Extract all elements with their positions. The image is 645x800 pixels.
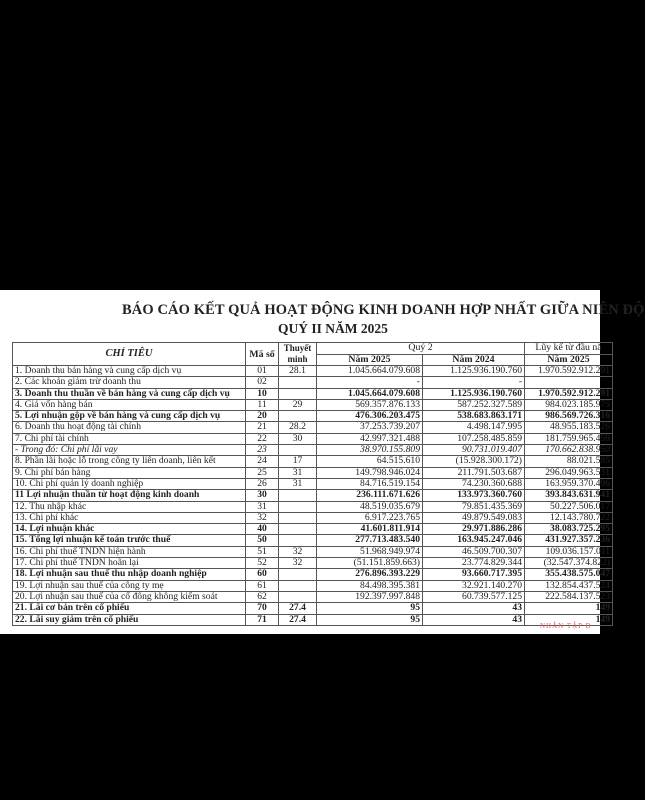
row-q2-2025: 192.397.997.848 — [317, 591, 423, 602]
row-q2-2025: 1.045.664.079.608 — [317, 366, 423, 377]
row-ytd-2025: 1.970.592.912.291 — [525, 388, 613, 399]
row-ytd-2025: 393.843.631.941 — [525, 490, 613, 501]
row-label: 21. Lãi cơ bản trên cổ phiếu — [13, 603, 246, 614]
row-label: 18. Lợi nhuận sau thuế thu nhập doanh nghiệp — [13, 569, 246, 580]
row-code: 31 — [246, 501, 279, 512]
row-code: 20 — [246, 411, 279, 422]
row-q2-2025: 41.601.811.914 — [317, 524, 423, 535]
row-q2-2024: 1.125.936.190.760 — [423, 388, 525, 399]
row-q2-2024: 211.791.503.687 — [423, 467, 525, 478]
row-ytd-2025: 355.438.575.047 — [525, 569, 613, 580]
row-q2-2025: 236.111.671.626 — [317, 490, 423, 501]
row-code: 32 — [246, 512, 279, 523]
row-ytd-2025: 88.021.585 — [525, 456, 613, 467]
row-q2-2024: 538.683.863.171 — [423, 411, 525, 422]
row-q2-2024: 79.851.435.369 — [423, 501, 525, 512]
row-note — [279, 512, 317, 523]
row-note — [279, 388, 317, 399]
row-label: 4. Giá vốn hàng bán — [13, 399, 246, 410]
row-q2-2025: - — [317, 377, 423, 388]
row-ytd-2025: 149 — [525, 614, 613, 625]
row-note — [279, 569, 317, 580]
row-q2-2025: 277.713.483.540 — [317, 535, 423, 546]
table-row — [13, 433, 613, 444]
row-code: 61 — [246, 580, 279, 591]
row-ytd-2025: 149 — [525, 603, 613, 614]
row-label: 20. Lợi nhuận sau thuế của cổ đông không kiểm soát — [13, 591, 246, 602]
table-row — [13, 456, 613, 467]
row-ytd-2025: (32.547.374.822) — [525, 558, 613, 569]
header-nam-2025: Năm 2025 — [317, 354, 423, 366]
report-title: BÁO CÁO KẾT QUẢ HOẠT ĐỘNG KINH DOANH HỢP NHẤT GIỮA NIÊN ĐỘ — [122, 302, 645, 318]
row-note — [279, 445, 317, 456]
row-ytd-2025 — [525, 377, 613, 388]
row-code: 11 — [246, 399, 279, 410]
table-row — [13, 603, 613, 614]
row-code: 70 — [246, 603, 279, 614]
table-header-row — [13, 343, 613, 355]
table-row — [13, 377, 613, 388]
header-luy-ke: Lũy kế từ đầu nă — [525, 343, 613, 355]
table-row — [13, 524, 613, 535]
row-q2-2024: 107.258.485.859 — [423, 433, 525, 444]
row-q2-2024: 1.125.936.190.760 — [423, 366, 525, 377]
header-nam-2024: Năm 2024 — [423, 354, 525, 366]
row-q2-2025: 84.716.519.154 — [317, 478, 423, 489]
row-label: 11 Lợi nhuận thuần từ hoạt động kinh doanh — [13, 490, 246, 501]
table-row — [13, 467, 613, 478]
row-code: 71 — [246, 614, 279, 625]
row-ytd-2025: 181.759.965.459 — [525, 433, 613, 444]
row-label: 19. Lợi nhuận sau thuế của công ty mẹ — [13, 580, 246, 591]
table-row — [13, 591, 613, 602]
table-row — [13, 558, 613, 569]
row-ytd-2025: 431.927.357.236 — [525, 535, 613, 546]
row-q2-2025: 37.253.739.207 — [317, 422, 423, 433]
row-label: 17. Chi phí thuế TNDN hoãn lại — [13, 558, 246, 569]
row-ytd-2025: 48.955.183.526 — [525, 422, 613, 433]
row-q2-2025: 476.306.203.475 — [317, 411, 423, 422]
row-label: 16. Chi phí thuế TNDN hiện hành — [13, 546, 246, 557]
row-code: 21 — [246, 422, 279, 433]
row-code: 51 — [246, 546, 279, 557]
row-code: 40 — [246, 524, 279, 535]
row-q2-2025: 84.498.395.381 — [317, 580, 423, 591]
row-note — [279, 411, 317, 422]
row-ytd-2025: 222.584.137.523 — [525, 591, 613, 602]
row-note: 31 — [279, 478, 317, 489]
row-note: 27.4 — [279, 603, 317, 614]
row-label: 13. Chi phí khác — [13, 512, 246, 523]
table-row — [13, 445, 613, 456]
table-row — [13, 399, 613, 410]
row-q2-2024: 74.230.360.688 — [423, 478, 525, 489]
row-code: 50 — [246, 535, 279, 546]
row-q2-2025: 1.045.664.079.608 — [317, 388, 423, 399]
row-q2-2025: 95 — [317, 603, 423, 614]
header-quy2: Quý 2 — [317, 343, 525, 355]
row-code: 30 — [246, 490, 279, 501]
row-q2-2024: 4.498.147.995 — [423, 422, 525, 433]
row-code: 25 — [246, 467, 279, 478]
row-code: 02 — [246, 377, 279, 388]
table-row — [13, 569, 613, 580]
row-note — [279, 591, 317, 602]
header-ma-so: Mã số — [246, 343, 279, 366]
row-note: 29 — [279, 399, 317, 410]
row-q2-2025: 42.997.321.488 — [317, 433, 423, 444]
table-row — [13, 535, 613, 546]
table-row — [13, 388, 613, 399]
table-row — [13, 546, 613, 557]
row-note — [279, 524, 317, 535]
row-ytd-2025: 38.083.725.295 — [525, 524, 613, 535]
row-q2-2025: 38.970.155.809 — [317, 445, 423, 456]
row-label: 8. Phần lãi hoặc lỗ trong công ty liên doanh, liên kết — [13, 456, 246, 467]
table-row — [13, 512, 613, 523]
table-row — [13, 478, 613, 489]
header-luy-ke-nam-2025: Năm 2025 — [525, 354, 613, 366]
table-row — [13, 501, 613, 512]
row-label: 14. Lợi nhuận khác — [13, 524, 246, 535]
row-q2-2025: 95 — [317, 614, 423, 625]
row-label: 3. Doanh thu thuần về bán hàng và cung cấp dịch vụ — [13, 388, 246, 399]
company-stamp: NHÂN TẬP Đ — [540, 622, 592, 630]
row-ytd-2025: 984.023.185.975 — [525, 399, 613, 410]
row-q2-2024: 163.945.247.046 — [423, 535, 525, 546]
row-ytd-2025: 12.143.780.722 — [525, 512, 613, 523]
row-ytd-2025: 109.036.157.011 — [525, 546, 613, 557]
row-q2-2024: 93.660.717.395 — [423, 569, 525, 580]
row-q2-2024: 29.971.886.286 — [423, 524, 525, 535]
table-row — [13, 411, 613, 422]
row-ytd-2025: 132.854.437.524 — [525, 580, 613, 591]
row-q2-2024: 23.774.829.344 — [423, 558, 525, 569]
row-q2-2024: - — [423, 377, 525, 388]
row-q2-2025: (51.151.859.663) — [317, 558, 423, 569]
row-ytd-2025: 1.970.592.912.291 — [525, 366, 613, 377]
row-q2-2024: 587.252.327.589 — [423, 399, 525, 410]
row-code: 26 — [246, 478, 279, 489]
row-q2-2024: 49.879.549.083 — [423, 512, 525, 523]
income-statement-table — [12, 342, 613, 626]
row-code: 62 — [246, 591, 279, 602]
row-q2-2024: 90.731.019.407 — [423, 445, 525, 456]
table-row — [13, 580, 613, 591]
row-note: 32 — [279, 558, 317, 569]
row-note — [279, 580, 317, 591]
row-note — [279, 535, 317, 546]
table-row — [13, 490, 613, 501]
row-note: 32 — [279, 546, 317, 557]
row-q2-2025: 6.917.223.765 — [317, 512, 423, 523]
row-q2-2024: 43 — [423, 614, 525, 625]
row-q2-2024: (15.928.300.172) — [423, 456, 525, 467]
row-note: 28.2 — [279, 422, 317, 433]
report-document — [0, 290, 645, 634]
row-code: 24 — [246, 456, 279, 467]
row-q2-2024: 133.973.360.760 — [423, 490, 525, 501]
header-thuyet-minh: Thuyết minh — [279, 343, 317, 366]
row-label: 9. Chi phí bán hàng — [13, 467, 246, 478]
row-label: 5. Lợi nhuận gộp về bán hàng và cung cấp dịch vụ — [13, 411, 246, 422]
row-label: 1. Doanh thu bán hàng và cung cấp dịch vụ — [13, 366, 246, 377]
row-note — [279, 377, 317, 388]
row-label: 10. Chi phí quản lý doanh nghiệp — [13, 478, 246, 489]
row-label: 7. Chi phí tài chính — [13, 433, 246, 444]
table-row — [13, 422, 613, 433]
row-q2-2025: 276.896.393.229 — [317, 569, 423, 580]
row-ytd-2025: 986.569.726.316 — [525, 411, 613, 422]
row-note: 30 — [279, 433, 317, 444]
row-note: 28.1 — [279, 366, 317, 377]
row-q2-2024: 46.509.700.307 — [423, 546, 525, 557]
row-q2-2024: 43 — [423, 603, 525, 614]
header-chi-tieu: CHỈ TIÊU — [13, 343, 246, 366]
row-note — [279, 501, 317, 512]
row-code: 23 — [246, 445, 279, 456]
row-q2-2025: 149.798.946.024 — [317, 467, 423, 478]
row-q2-2025: 64.515.610 — [317, 456, 423, 467]
table-row — [13, 366, 613, 377]
row-label: 6. Doanh thu hoạt động tài chính — [13, 422, 246, 433]
row-code: 10 — [246, 388, 279, 399]
row-ytd-2025: 50.227.506.017 — [525, 501, 613, 512]
row-code: 60 — [246, 569, 279, 580]
row-label: 2. Các khoản giảm trừ doanh thu — [13, 377, 246, 388]
row-label: 15. Tổng lợi nhuận kế toán trước thuế — [13, 535, 246, 546]
row-code: 22 — [246, 433, 279, 444]
report-subtitle: QUÝ II NĂM 2025 — [278, 321, 388, 336]
row-note: 31 — [279, 467, 317, 478]
row-ytd-2025: 163.959.370.496 — [525, 478, 613, 489]
row-note: 27.4 — [279, 614, 317, 625]
row-note: 17 — [279, 456, 317, 467]
row-label: 12. Thu nhập khác — [13, 501, 246, 512]
row-label: - Trong đó: Chi phí lãi vay — [13, 445, 246, 456]
row-q2-2025: 48.519.035.679 — [317, 501, 423, 512]
row-ytd-2025: 296.049.963.531 — [525, 467, 613, 478]
row-label: 22. Lãi suy giảm trên cổ phiếu — [13, 614, 246, 625]
table-row — [13, 614, 613, 625]
row-ytd-2025: 170.662.838.950 — [525, 445, 613, 456]
row-q2-2025: 569.357.876.133 — [317, 399, 423, 410]
row-code: 01 — [246, 366, 279, 377]
row-q2-2024: 60.739.577.125 — [423, 591, 525, 602]
row-q2-2024: 32.921.140.270 — [423, 580, 525, 591]
row-code: 52 — [246, 558, 279, 569]
row-note — [279, 490, 317, 501]
row-q2-2025: 51.968.949.974 — [317, 546, 423, 557]
